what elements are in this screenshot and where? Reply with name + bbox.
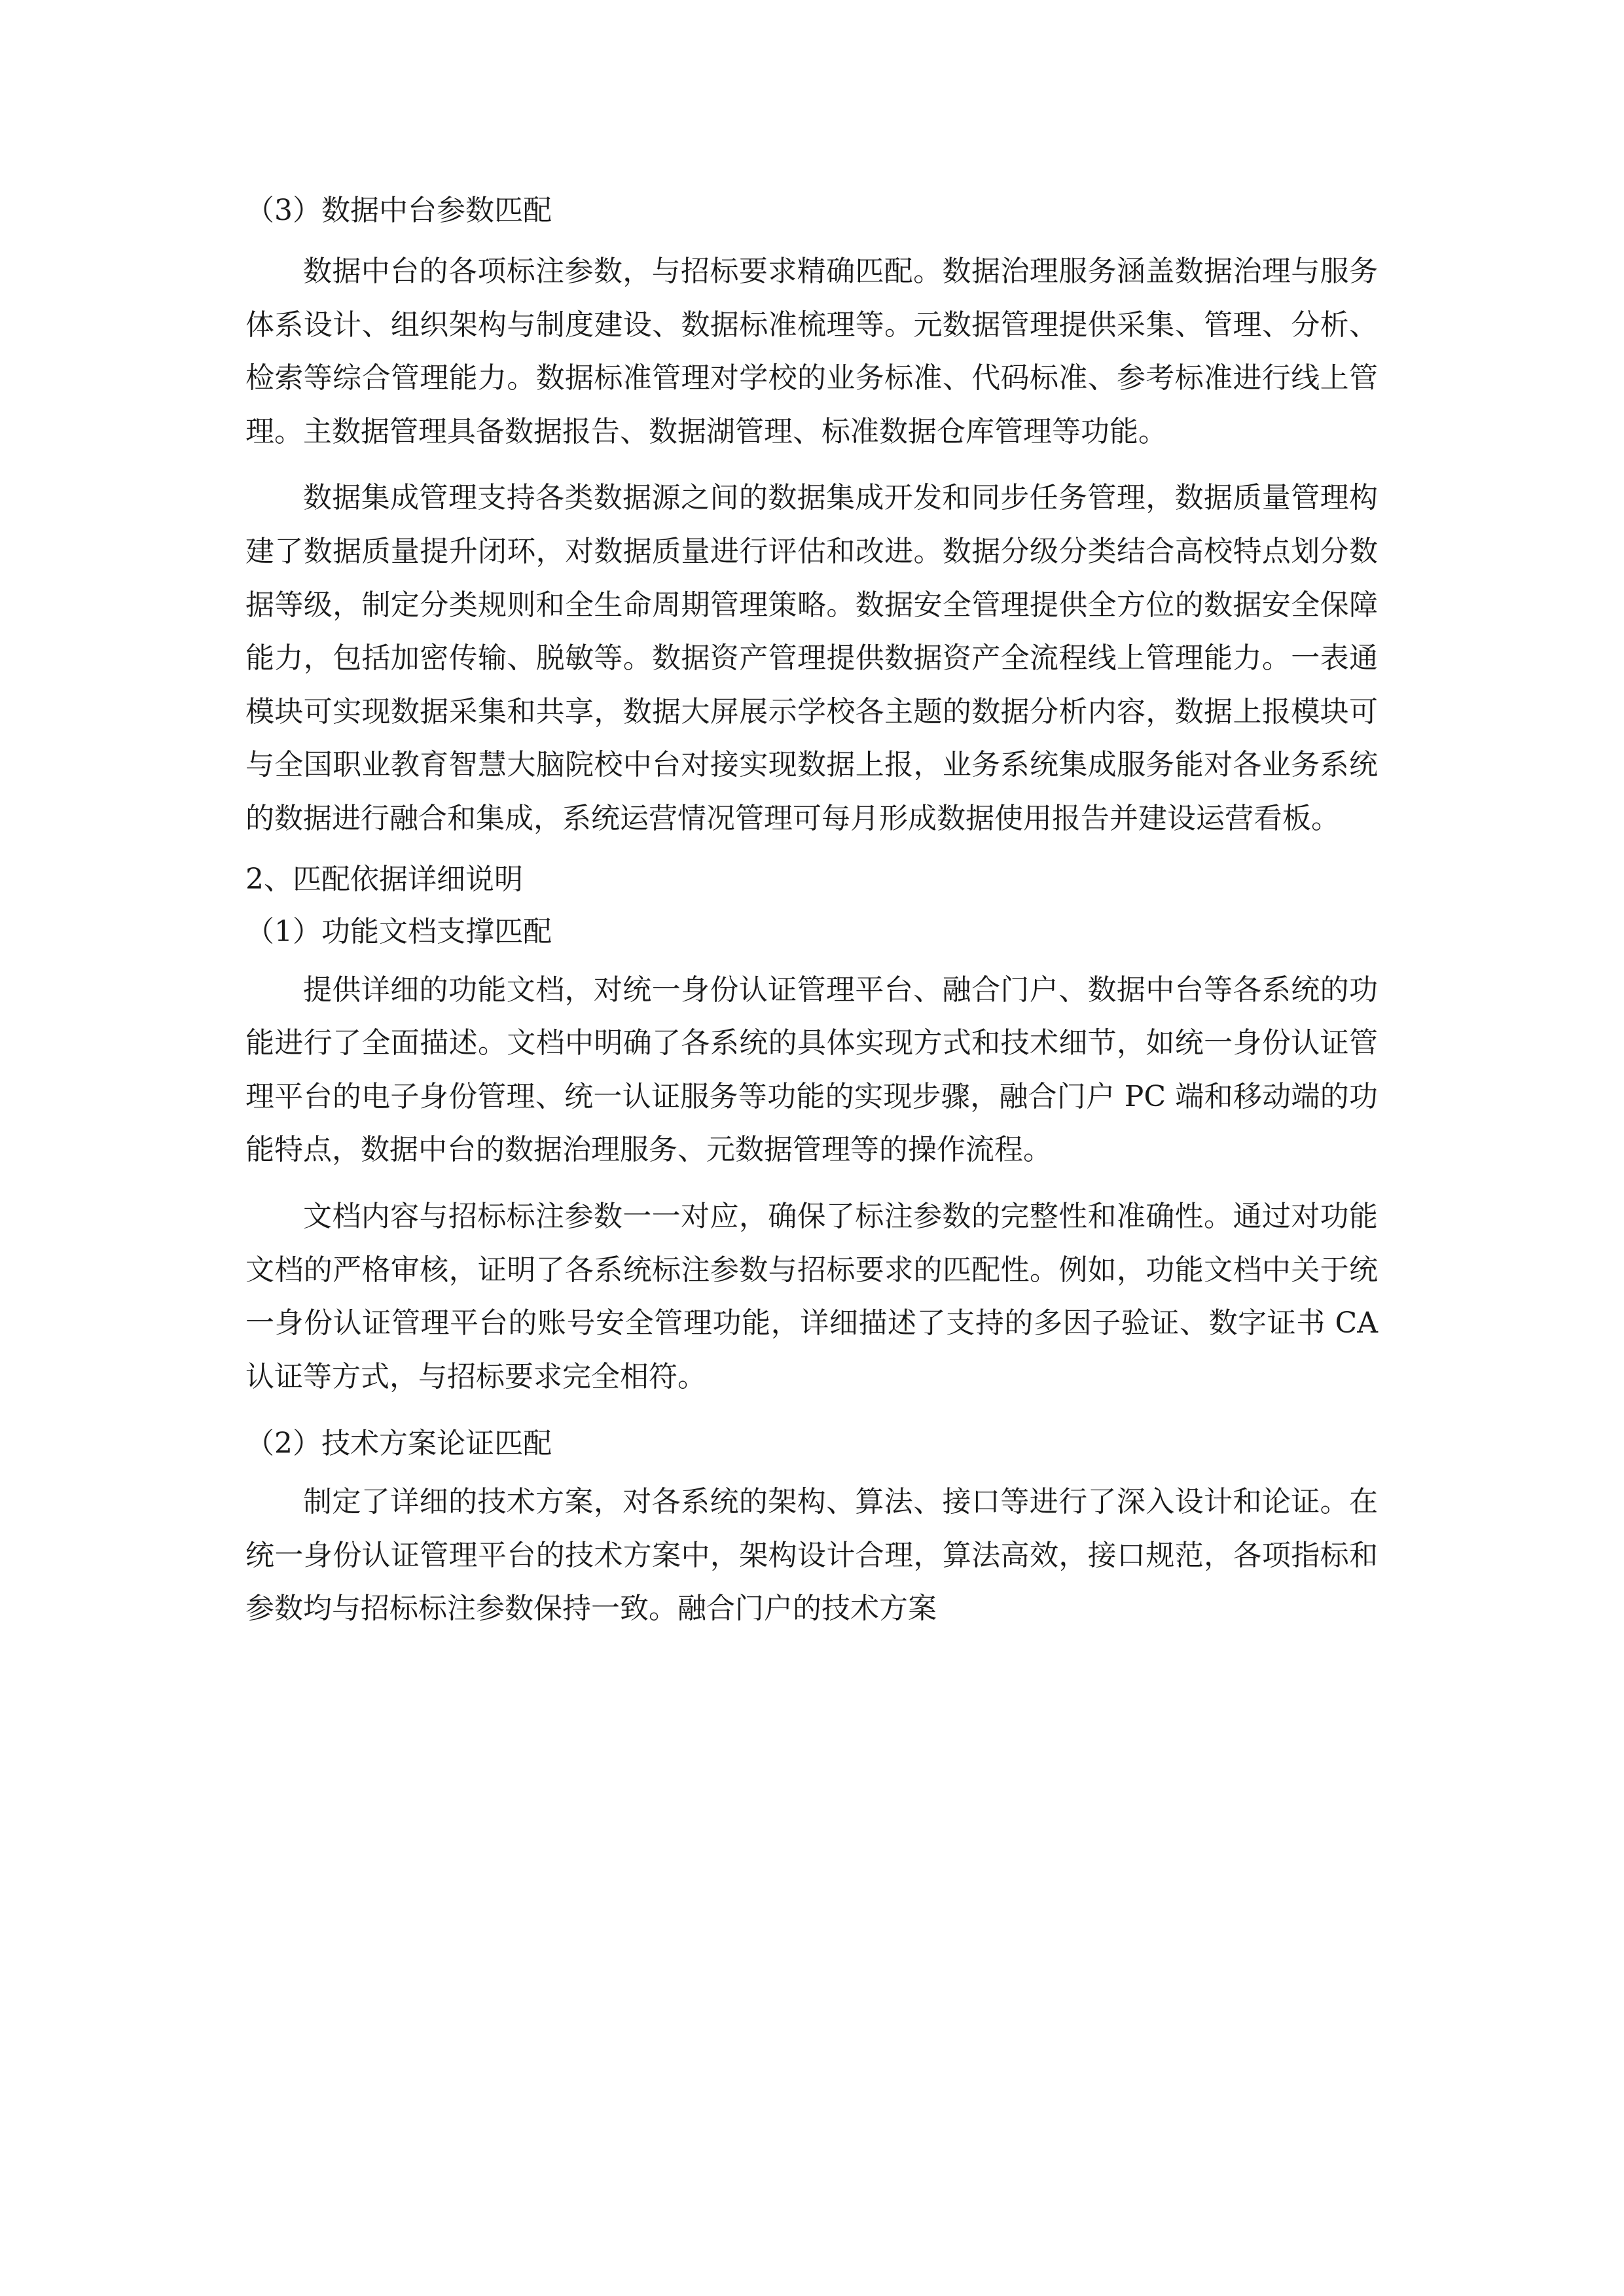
paragraph-tech-plan: 制定了详细的技术方案，对各系统的架构、算法、接口等进行了深入设计和论证。在统一身份认证管理平台的技术方案中，架构设计合理，算法高效，接口规范，各项指标和参数均与招标标注参数保持一致。融合门户的技术方案 <box>245 1485 1378 1626</box>
section-2-title: 2、匹配依据详细说明 <box>245 862 523 896</box>
paragraph-function-docs: 提供详细的功能文档，对统一身份认证管理平台、融合门户、数据中台等各系统的功能进行了全面描述。文档中明确了各系统的具体实现方式和技术细节，如统一身份认证管理平台的电子身份管理、统一认证服务等功能的实现步骤，融合门户 PC 端和移动端的功能特点，数据中台的数据治理服务、元数据管理等的操作流程。 <box>245 973 1378 1167</box>
paragraph-data-integration: 数据集成管理支持各类数据源之间的数据集成开发和同步任务管理，数据质量管理构建了数据质量提升闭环，对数据质量进行评估和改进。数据分级分类结合高校特点划分数据等级，制定分类规则和全生命周期管理策略。数据安全管理提供全方位的数据安全保障能力，包括加密传输、脱敏等。数据资产管理提供数据资产全流程线上管理能力。一表通模块可实现数据采集和共享，数据大屏展示学校各主题的数据分析内容，数据上报模块可与全国职业教育智慧大脑院校中台对接实现数据上报，业务系统集成服务能对各业务系统的数据进行融合和集成，系统运营情况管理可每月形成数据使用报告并建设运营看板。 <box>245 481 1378 835</box>
subsection-1-title: （1）功能文档支撑匹配 <box>245 914 552 948</box>
section-3-title: （3）数据中台参数匹配 <box>245 194 552 227</box>
paragraph-docs-mapping: 文档内容与招标标注参数一一对应，确保了标注参数的完整性和准确性。通过对功能文档的严格审核，证明了各系统标注参数与招标要求的匹配性。例如，功能文档中关于统一身份认证管理平台的账号安全管理功能，详细描述了支持的多因子验证、数字证书 CA 认证等方式，与招标要求完全相符。 <box>245 1199 1378 1393</box>
subsection-2-title: （2）技术方案论证匹配 <box>245 1427 552 1461</box>
document-page <box>245 190 1378 1636</box>
paragraph-data-platform-params: 数据中台的各项标注参数，与招标要求精确匹配。数据治理服务涵盖数据治理与服务体系设计、组织架构与制度建设、数据标准梳理等。元数据管理提供采集、管理、分析、检索等综合管理能力。数据标准管理对学校的业务标准、代码标准、参考标准进行线上管理。主数据管理具备数据报告、数据湖管理、标准数据仓库管理等功能。 <box>245 255 1378 448</box>
